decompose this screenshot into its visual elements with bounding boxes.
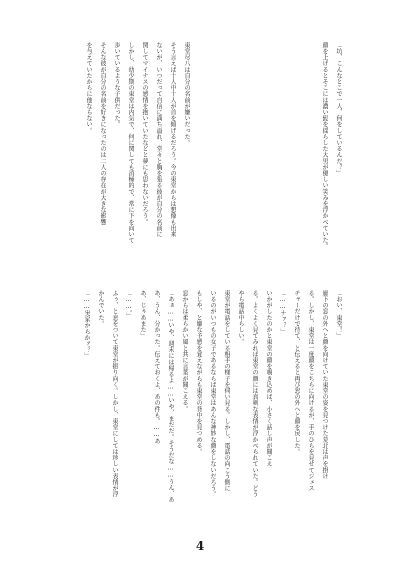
text-column: 歩いているような子供だった。	[113, 42, 120, 128]
text-column: 窓からは柔らかい風と共に言葉が聞こえる。	[181, 290, 188, 412]
text-column: 「……。」	[125, 290, 132, 320]
text-column: 東堂尽八は自分の名前が嫌いだった。	[183, 42, 190, 146]
page-number: 4	[195, 539, 205, 553]
text-column: いるのがいつもの女子であるならば東堂はあんな神妙な顔をしないだろう。	[209, 290, 216, 498]
text-column: そんな彼が自分の名前を好きになったのは二人の存在が大きな影響	[99, 42, 106, 225]
text-column: 「あぁ……いや、週末には帰るよ……いや、まだだ。そうだな……うん、あ	[167, 290, 174, 503]
text-column: る。しかし、東堂は一度顔をこちらに向けるが、手のひらを見せてジェス	[307, 290, 314, 492]
text-column: 関してマイナスの感情を抱いていたなどと夢にも思わないだろう。	[141, 42, 148, 225]
text-column: あ、じゃあまた」	[139, 290, 146, 339]
text-column: もしや、と嫌な予感を覚えながらも東堂の背中を見つめる。	[195, 290, 202, 455]
text-column: そう言えば十人中十人が首を傾げるだろう。今の東堂からは想像も出来	[169, 42, 176, 238]
text-column: ないが、いつだって自信に満ち溢れ、堂々と胸を張る彼が自分の名前に	[155, 42, 162, 238]
text-column: 東堂が電話をしている相手の様子を伺い見る。しかし、電話の向こう側に	[223, 290, 230, 492]
text-column: 廊下の窓の外へと顔を向けていた東堂の姿を見つけた荒北は声を掛け	[321, 290, 328, 480]
text-column: 「……ナァ？」	[279, 290, 286, 335]
text-column: ふぅ、と息をついて東堂が振り向く。しかし、東堂にしては珍しい表情が浮	[111, 290, 118, 498]
lower-text-block	[0, 290, 400, 506]
text-column: いかがしたのかと東堂の顔を覗き込めば、小さく話し声が聞こえ	[265, 290, 272, 467]
text-column: を与えていたからに他ならない。	[85, 42, 92, 134]
text-column: しかし、幼少期の東堂は内気で、何に関しても消極的で、常に下を向いて	[127, 42, 134, 244]
text-column: 顔を上げるとそこには濃い髭を揺らした大男が優しい笑みを浮かべていた。	[321, 42, 328, 250]
text-column: 「……実家からかァ？」	[83, 290, 90, 359]
text-column: 「おい、東堂！」	[335, 290, 342, 339]
text-column: あ、うん、分かった。伝えておくよ、あの件も。……あ	[153, 290, 160, 445]
text-column: かんでいた。	[97, 290, 104, 327]
text-column: やら電話中らしい。	[237, 290, 244, 345]
text-column: チャーだけで待て、と伝えると再び窓の外へと顔を戻した。	[293, 290, 300, 455]
text-column: る。よくよく見てみれば東堂の顔には真剣な表情が浮かべられていた。どう	[251, 290, 258, 498]
upper-text-block	[0, 42, 400, 258]
text-column: 「坊、こんなとこで一人、何をしているんだ？」	[335, 42, 342, 177]
